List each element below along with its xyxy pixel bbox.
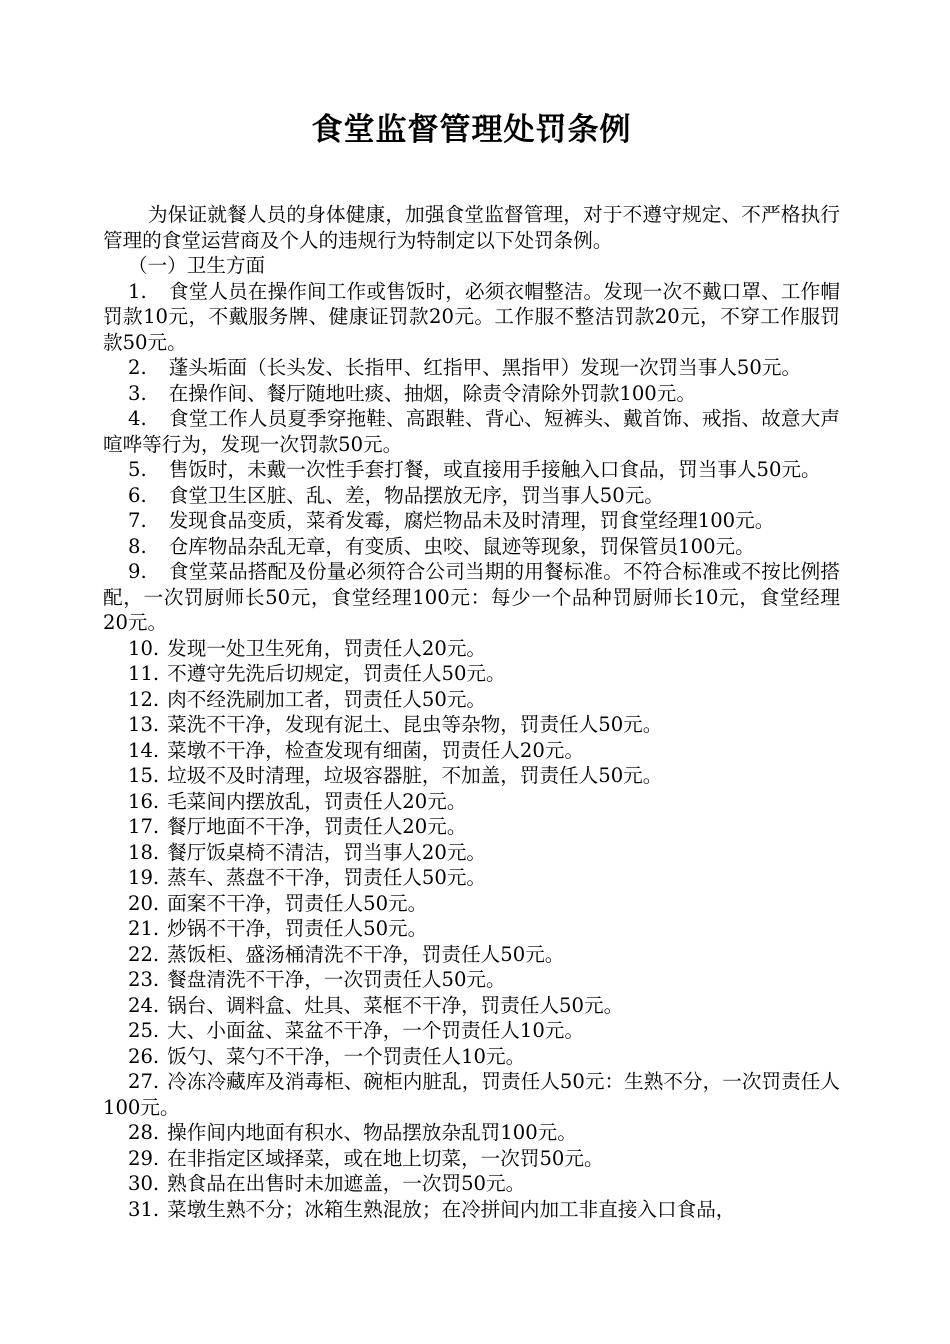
list-item-number: 20.	[128, 891, 160, 915]
list-item	[103, 1120, 840, 1146]
list-item	[103, 1171, 840, 1197]
list-item-text: 肉不经洗刷加工者，罚责任人50元。	[167, 687, 487, 711]
list-item-text: 发现一处卫生死角，罚责任人20元。	[167, 636, 487, 660]
list-item	[103, 381, 840, 407]
list-item-text: 食堂卫生区脏、乱、差，物品摆放无序，罚当事人50元。	[168, 483, 664, 507]
list-item-text: 饭勺、菜勺不干净，一个罚责任人10元。	[167, 1044, 526, 1068]
list-item	[103, 279, 840, 356]
list-item-number: 31.	[128, 1197, 160, 1221]
list-item	[103, 534, 840, 560]
list-item-number: 2.	[128, 356, 147, 379]
list-item-number: 30.	[128, 1172, 160, 1195]
list-item-number: 13.	[128, 713, 160, 736]
list-item	[103, 661, 840, 687]
list-item-number: 9.	[128, 560, 147, 583]
list-item	[103, 1146, 840, 1172]
list-item-number: 18.	[128, 840, 160, 864]
list-item-text: 蒸饭柜、盛汤桶清洗不干净，罚责任人50元。	[167, 942, 565, 966]
section-heading: （一）卫生方面	[128, 254, 266, 277]
list-item-number: 19.	[128, 866, 160, 889]
list-item-number: 24.	[128, 993, 160, 1017]
list-item-text: 面案不干净，罚责任人50元。	[167, 891, 428, 915]
list-item-text: 在非指定区域择菜，或在地上切菜，一次罚50元。	[167, 1146, 604, 1170]
list-item-number: 29.	[128, 1146, 160, 1170]
list-item	[103, 559, 840, 636]
list-item-text: 蒸车、蒸盘不干净，罚责任人50元。	[167, 866, 487, 889]
list-item-text: 操作间内地面有积水、物品摆放杂乱罚100元。	[167, 1121, 577, 1144]
list-item-text: 餐厅饭桌椅不清洁，罚当事人20元。	[167, 840, 487, 864]
list-item-number: 1.	[128, 279, 147, 303]
list-item	[103, 916, 840, 942]
list-item	[103, 457, 840, 483]
list-item-number: 8.	[128, 534, 147, 558]
list-item-text: 炒锅不干净，罚责任人50元。	[167, 917, 428, 940]
list-item-text: 食堂人员在操作间工作或售饭时，必须衣帽整洁。发现一次不戴口罩、工作帽罚款10元，不戴服务牌、健康证罚款20元。工作服不整洁罚款20元，不穿工作服罚款50元。	[103, 279, 840, 354]
list-item	[103, 967, 840, 993]
list-item	[103, 1069, 840, 1120]
list-item-number: 6.	[128, 483, 147, 507]
list-item-text: 仓库物品杂乱无章，有变质、虫咬、鼠迹等现象，罚保管员100元。	[168, 534, 755, 558]
intro-paragraph: 为保证就餐人员的身体健康，加强食堂监督管理，对于不遵守规定、不严格执行管理的食堂运营商及个人的违规行为特制定以下处罚条例。	[103, 203, 840, 252]
list-item-number: 27.	[128, 1070, 160, 1093]
list-item-text: 食堂菜品搭配及份量必须符合公司当期的用餐标准。不符合标准或不按比例搭配，一次罚厨师长50元，食堂经理100元：每少一个品种罚厨师长10元，食堂经理20元。	[103, 560, 840, 634]
list-item	[103, 814, 840, 840]
list-item-number: 26.	[128, 1044, 160, 1068]
list-item-number: 22.	[128, 942, 160, 966]
list-item-number: 3.	[128, 381, 147, 405]
list-item-text: 在操作间、餐厅随地吐痰、抽烟，除责令清除外罚款100元。	[168, 381, 696, 405]
list-item	[103, 865, 840, 891]
list-item-text: 垃圾不及时清理，垃圾容器脏，不加盖，罚责任人50元。	[167, 764, 663, 787]
list-item	[103, 891, 840, 917]
list-item	[103, 942, 840, 968]
list-item-number: 12.	[128, 687, 160, 711]
list-item-text: 大、小面盆、菜盆不干净，一个罚责任人10元。	[167, 1019, 584, 1042]
list-item	[103, 738, 840, 764]
penalty-list	[103, 279, 840, 1223]
list-item-text: 毛菜间内摆放乱，罚责任人20元。	[167, 789, 467, 813]
list-item	[103, 1018, 840, 1044]
list-item-text: 菜墩生熟不分；冰箱生熟混放；在冷拼间内加工非直接入口食品，	[167, 1197, 736, 1221]
list-item-number: 4.	[128, 407, 147, 430]
list-item-text: 菜墩不干净，检查发现有细菌，罚责任人20元。	[167, 738, 584, 762]
list-item	[103, 355, 840, 381]
list-item	[103, 687, 840, 713]
document-body	[103, 202, 840, 1222]
list-item	[103, 1197, 840, 1223]
list-item-number: 28.	[128, 1121, 160, 1144]
list-item-number: 14.	[128, 738, 160, 762]
list-item-text: 蓬头垢面（长头发、长指甲、红指甲、黑指甲）发现一次罚当事人50元。	[168, 356, 802, 379]
list-item	[103, 712, 840, 738]
list-item-text: 熟食品在出售时未加遮盖，一次罚50元。	[167, 1172, 526, 1195]
list-item	[103, 840, 840, 866]
list-item-number: 25.	[128, 1019, 160, 1042]
list-item	[103, 636, 840, 662]
list-item-text: 菜洗不干净，发现有泥土、昆虫等杂物，罚责任人50元。	[167, 713, 663, 736]
list-item-text: 食堂工作人员夏季穿拖鞋、高跟鞋、背心、短裤头、戴首饰、戒指、故意大声喧哗等行为，发现一次罚款50元。	[103, 407, 840, 456]
list-item-text: 餐盘清洗不干净，一次罚责任人50元。	[167, 968, 506, 991]
list-item-text: 锅台、调料盒、灶具、菜框不干净，罚责任人50元。	[167, 993, 624, 1017]
list-item	[103, 508, 840, 534]
list-item-text: 不遵守先洗后切规定，罚责任人50元。	[167, 662, 506, 685]
list-item-number: 5.	[128, 458, 147, 481]
list-item	[103, 483, 840, 509]
list-item-number: 10.	[128, 636, 160, 660]
list-item-number: 21.	[128, 917, 160, 940]
list-item-number: 11.	[128, 662, 160, 685]
list-item-number: 16.	[128, 789, 160, 813]
list-item	[103, 763, 840, 789]
list-item-number: 23.	[128, 968, 160, 991]
page-title: 食堂监督管理处罚条例	[311, 112, 632, 148]
list-item	[103, 993, 840, 1019]
list-item-number: 17.	[128, 815, 160, 838]
list-item-number: 15.	[128, 764, 160, 787]
list-item-text: 发现食品变质，菜肴发霉，腐烂物品未及时清理，罚食堂经理100元。	[168, 509, 775, 532]
list-item	[103, 789, 840, 815]
list-item-text: 冷冻冷藏库及消毒柜、碗柜内脏乱，罚责任人50元：生熟不分，一次罚责任人100元。	[103, 1070, 840, 1119]
list-item-text: 餐厅地面不干净，罚责任人20元。	[167, 815, 467, 838]
list-item	[103, 1044, 840, 1070]
list-item-text: 售饭时，未戴一次性手套打餐，或直接用手接触入口食品，罚当事人50元。	[168, 458, 821, 481]
list-item	[103, 406, 840, 457]
list-item-number: 7.	[128, 509, 147, 532]
